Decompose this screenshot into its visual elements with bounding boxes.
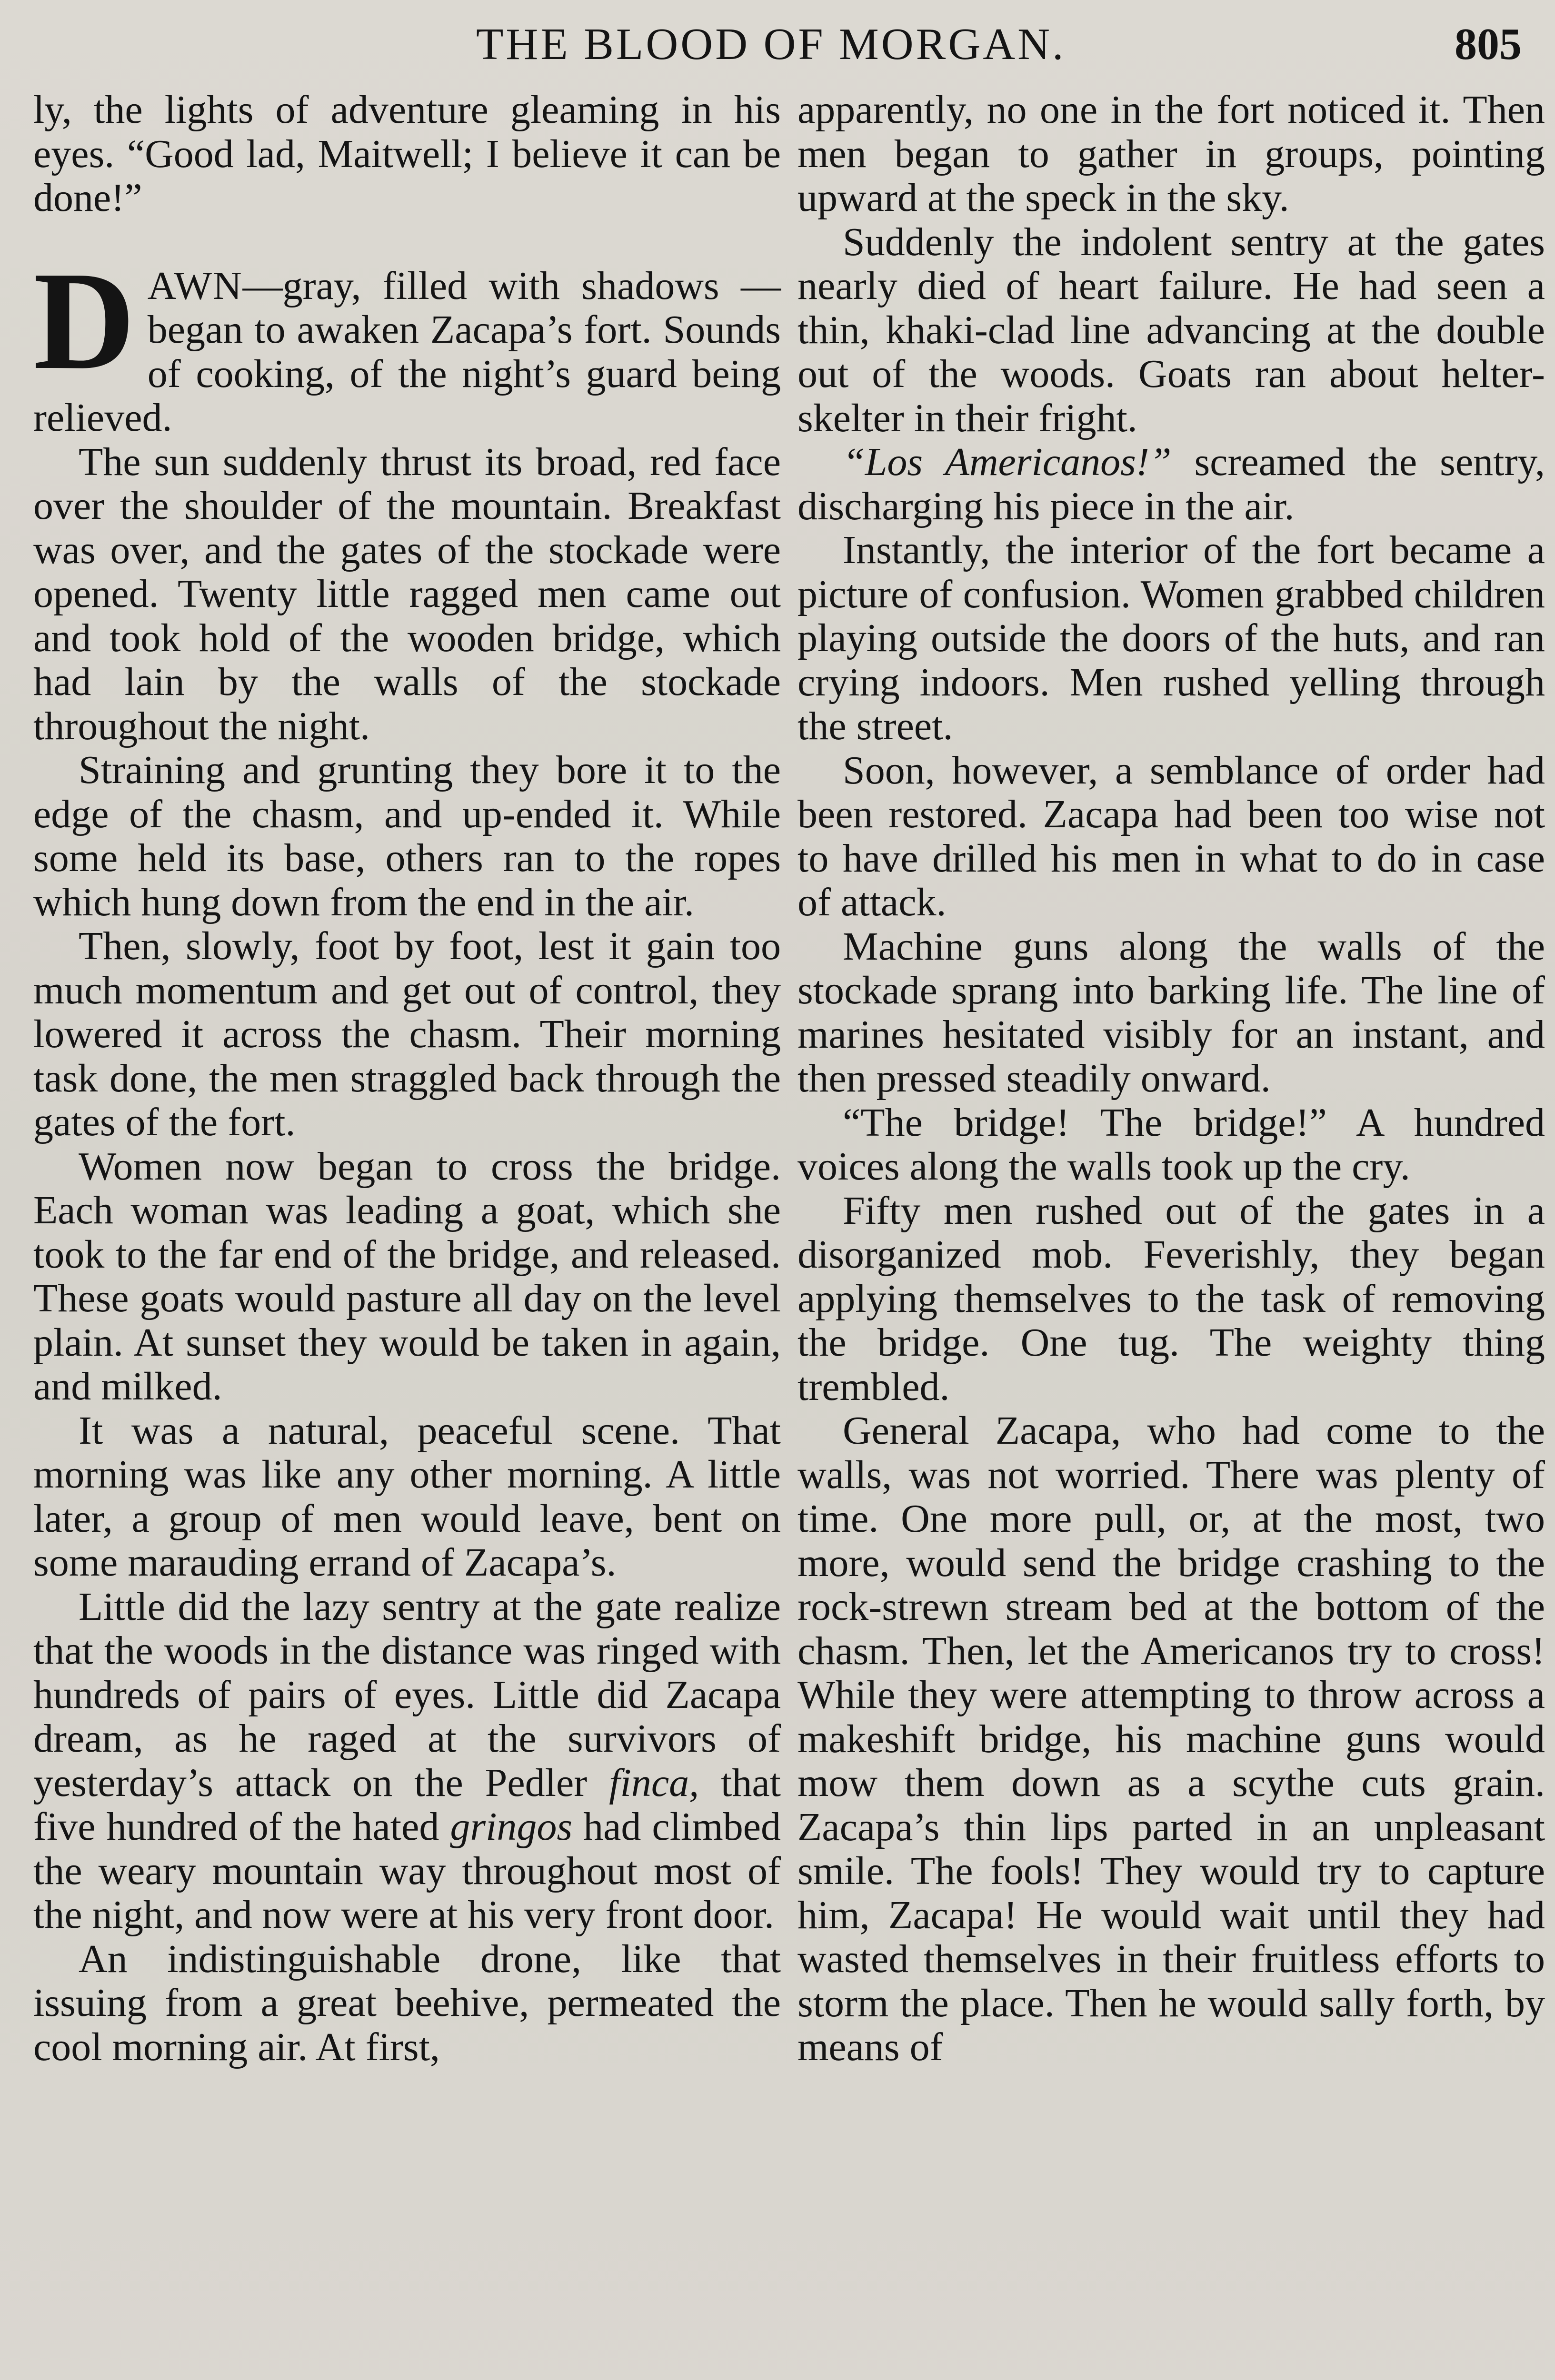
paragraph: ly, the lights of adventure gleaming in his eyes. “Good lad, Maitwell; I believe it can be done!” (33, 88, 781, 220)
opening-text: —gray, filled with shadows —began to awaken Zacapa’s fort. Sounds of cooking, of the night’s guard being relieved. (33, 263, 781, 440)
italic-quote: “Los Americanos!” (843, 440, 1172, 484)
drop-cap: D (33, 242, 135, 399)
paragraph: General Zacapa, who had come to the walls, was not worried. There was plenty of time. One more pull, or, at the most, two more, would send the bridge crashing to the rock-strewn stream bed at the bottom of the chasm. Then, let the Americanos try to cross! While they were attempting to throw across a makeshift bridge, his machine guns would mow them down as a scythe cuts grain. Zacapa’s thin lips parted in an unpleasant smile. The fools! They would try to capture him, Zacapa! He would wait until they had wasted themselves in their fruitless efforts to storm the place. Then he would sally forth, by means of (797, 1408, 1545, 2069)
paragraph: Instantly, the interior of the fort became a picture of confusion. Women grabbed children playing outside the doors of the huts, and ran crying indoors. Men rushed yelling through the street. (797, 528, 1545, 748)
opening-smallcaps: AWN (147, 263, 243, 308)
paragraph (797, 440, 1545, 528)
italic-word: gringos (450, 1805, 573, 1849)
running-title: THE BLOOD OF MORGAN. (476, 20, 1066, 69)
paragraph: Then, slowly, foot by foot, lest it gain too much momentum and get out of control, they lowered it across the chasm. Their morning task done, the men straggled back through the gates of the fort. (33, 924, 781, 1144)
running-head (0, 9, 1555, 80)
paragraph: An indistinguishable drone, like that issuing from a great beehive, permeated the cool morning air. At first, (33, 1936, 781, 2069)
page-number: 805 (1455, 20, 1522, 69)
paragraph: Fifty men rushed out of the gates in a disorganized mob. Feverishly, they began applying themselves to the task of removing the bridge. One tug. The weighty thing trembled. (797, 1188, 1545, 1409)
left-column (33, 88, 781, 2069)
paragraph: Soon, however, a semblance of order had been restored. Zacapa had been too wise not to have drilled his men in what to do in case of attack. (797, 748, 1545, 924)
section-break (33, 220, 781, 264)
italic-word: finca, (609, 1760, 699, 1805)
text-run: Little did the lazy sentry at the gate realize that the woods in the distance was ringed with hundreds of pairs of eyes. Little did Zacapa dream, as he raged at the survivors of yesterday’s attack on the Pedler (33, 1584, 781, 1805)
paragraph: It was a natural, peaceful scene. That morning was like any other morning. A little later, a group of men would leave, bent on some marauding errand of Zacapa’s. (33, 1408, 781, 1585)
paragraph: Women now began to cross the bridge. Each woman was leading a goat, which she took to the far end of the bridge, and released. These goats would pasture all day on the level plain. At sunset they would be taken in again, and milked. (33, 1144, 781, 1408)
paragraph: apparently, no one in the fort noticed it. Then men began to gather in groups, pointing upward at the speck in the sky. (797, 88, 1545, 220)
paragraph (33, 1585, 781, 1937)
text-run: that five hundred of the hated (33, 1760, 781, 1849)
text-run: screamed the sentry, discharging his piece in the air. (797, 440, 1545, 528)
paragraph: “The bridge! The bridge!” A hundred voices along the walls took up the cry. (797, 1100, 1545, 1189)
paragraph: Suddenly the indolent sentry at the gates nearly died of heart failure. He had seen a thin, khaki-clad line advancing at the double out of the woods. Goats ran about helter-skelter in their fright. (797, 219, 1545, 440)
paragraph: The sun suddenly thrust its broad, red face over the shoulder of the mountain. Breakfast was over, and the gates of the stockade were opened. Twenty little ragged men came out and took hold of the wooden bridge, which had lain by the walls of the stockade throughout the night. (33, 439, 781, 748)
paragraph: Machine guns along the walls of the stockade sprang into barking life. The line of marines hesitated visibly for an instant, and then pressed steadily onward. (797, 924, 1545, 1101)
text-run: had climbed the weary mountain way throughout most of the night, and now were at his very front door. (33, 1805, 781, 1937)
section-opening-paragraph (33, 242, 781, 440)
right-column (797, 88, 1545, 2070)
paragraph: Straining and grunting they bore it to the edge of the chasm, and up-ended it. While some held its base, others ran to the ropes which hung down from the end in the air. (33, 748, 781, 924)
